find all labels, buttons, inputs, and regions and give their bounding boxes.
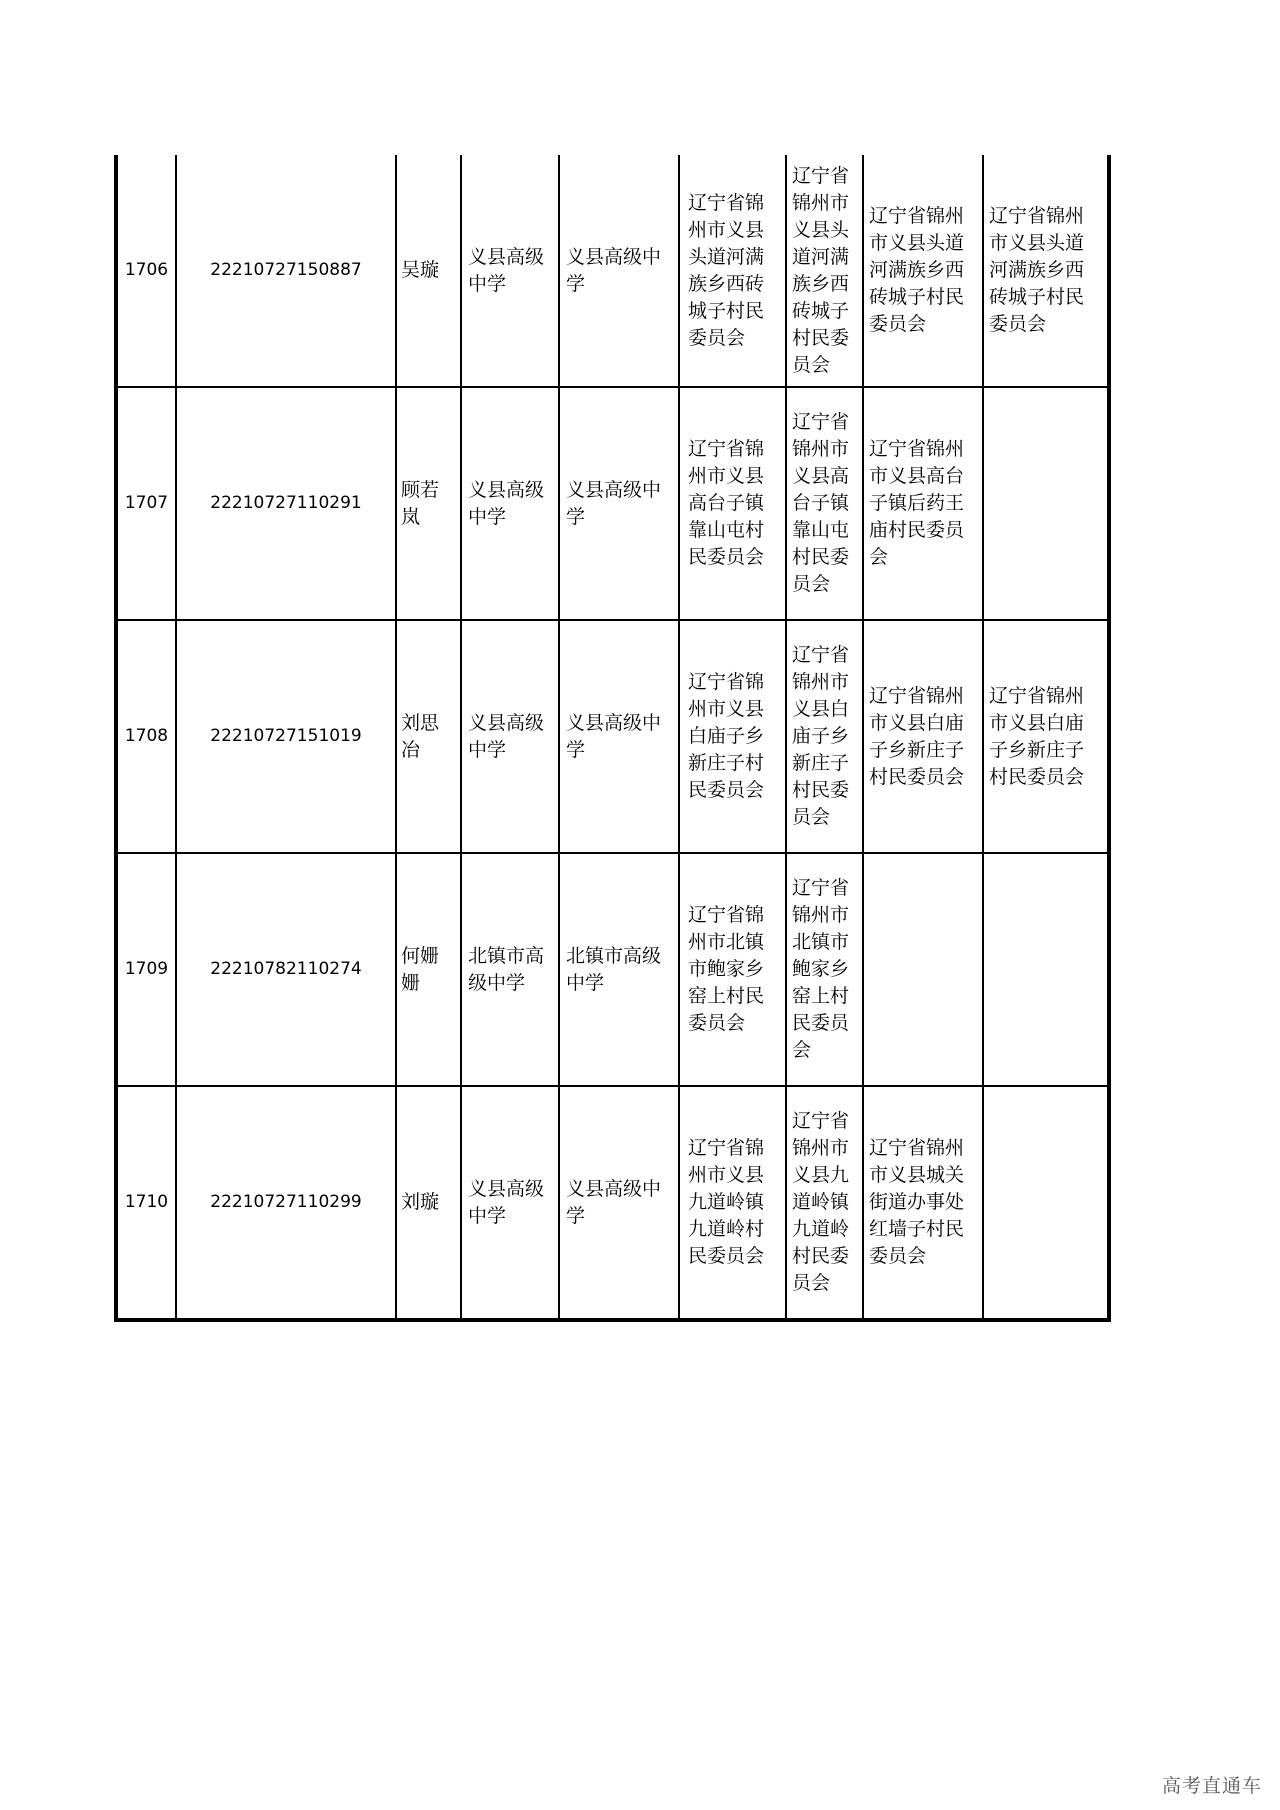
exam-number: 22210727151019 (176, 620, 396, 853)
address-4 (983, 387, 1109, 620)
address-3: 辽宁省锦州市义县高台子镇后药王庙村民委员会 (863, 387, 983, 620)
address-3: 辽宁省锦州市义县白庙子乡新庄子村民委员会 (863, 620, 983, 853)
table-row (116, 387, 1109, 620)
address-2: 辽宁省锦州市义县白庙子乡新庄子村民委员会 (786, 620, 863, 853)
table-row (116, 620, 1109, 853)
school-name-2: 北镇市高级中学 (559, 853, 679, 1086)
row-number: 1706 (116, 155, 176, 387)
address-4: 辽宁省锦州市义县白庙子乡新庄子村民委员会 (983, 620, 1109, 853)
row-number: 1709 (116, 853, 176, 1086)
table-row (116, 853, 1109, 1086)
address-3 (863, 853, 983, 1086)
student-name: 吴璇 (396, 155, 461, 387)
school-name-2: 义县高级中学 (559, 620, 679, 853)
address-3: 辽宁省锦州市义县头道河满族乡西砖城子村民委员会 (863, 155, 983, 387)
student-name: 刘思冶 (396, 620, 461, 853)
address-2: 辽宁省锦州市北镇市鲍家乡窑上村民委员会 (786, 853, 863, 1086)
address-4 (983, 1086, 1109, 1320)
address-2: 辽宁省锦州市义县头道河满族乡西砖城子村民委员会 (786, 155, 863, 387)
row-number: 1707 (116, 387, 176, 620)
address-2: 辽宁省锦州市义县高台子镇靠山屯村民委员会 (786, 387, 863, 620)
exam-number: 22210727150887 (176, 155, 396, 387)
exam-number: 22210727110299 (176, 1086, 396, 1320)
exam-number: 22210727110291 (176, 387, 396, 620)
student-roster-table (114, 155, 1111, 1322)
student-name: 刘璇 (396, 1086, 461, 1320)
address-1: 辽宁省锦州市北镇市鲍家乡窑上村民委员会 (679, 853, 786, 1086)
school-name-2: 义县高级中学 (559, 1086, 679, 1320)
school-name-2: 义县高级中学 (559, 155, 679, 387)
address-2: 辽宁省锦州市义县九道岭镇九道岭村民委员会 (786, 1086, 863, 1320)
school-name: 义县高级中学 (461, 387, 559, 620)
school-name: 义县高级中学 (461, 155, 559, 387)
school-name: 义县高级中学 (461, 1086, 559, 1320)
school-name-2: 义县高级中学 (559, 387, 679, 620)
table-row (116, 1086, 1109, 1320)
watermark-text: 高考直通车 (1161, 1775, 1262, 1797)
address-1: 辽宁省锦州市义县白庙子乡新庄子村民委员会 (679, 620, 786, 853)
exam-number: 22210782110274 (176, 853, 396, 1086)
address-4 (983, 853, 1109, 1086)
student-name: 何姗姗 (396, 853, 461, 1086)
address-1: 辽宁省锦州市义县头道河满族乡西砖城子村民委员会 (679, 155, 786, 387)
table-row (116, 155, 1109, 387)
address-3: 辽宁省锦州市义县城关街道办事处红墙子村民委员会 (863, 1086, 983, 1320)
row-number: 1710 (116, 1086, 176, 1320)
school-name: 义县高级中学 (461, 620, 559, 853)
school-name: 北镇市高级中学 (461, 853, 559, 1086)
address-1: 辽宁省锦州市义县高台子镇靠山屯村民委员会 (679, 387, 786, 620)
address-4: 辽宁省锦州市义县头道河满族乡西砖城子村民委员会 (983, 155, 1109, 387)
address-1: 辽宁省锦州市义县九道岭镇九道岭村民委员会 (679, 1086, 786, 1320)
student-name: 顾若岚 (396, 387, 461, 620)
row-number: 1708 (116, 620, 176, 853)
